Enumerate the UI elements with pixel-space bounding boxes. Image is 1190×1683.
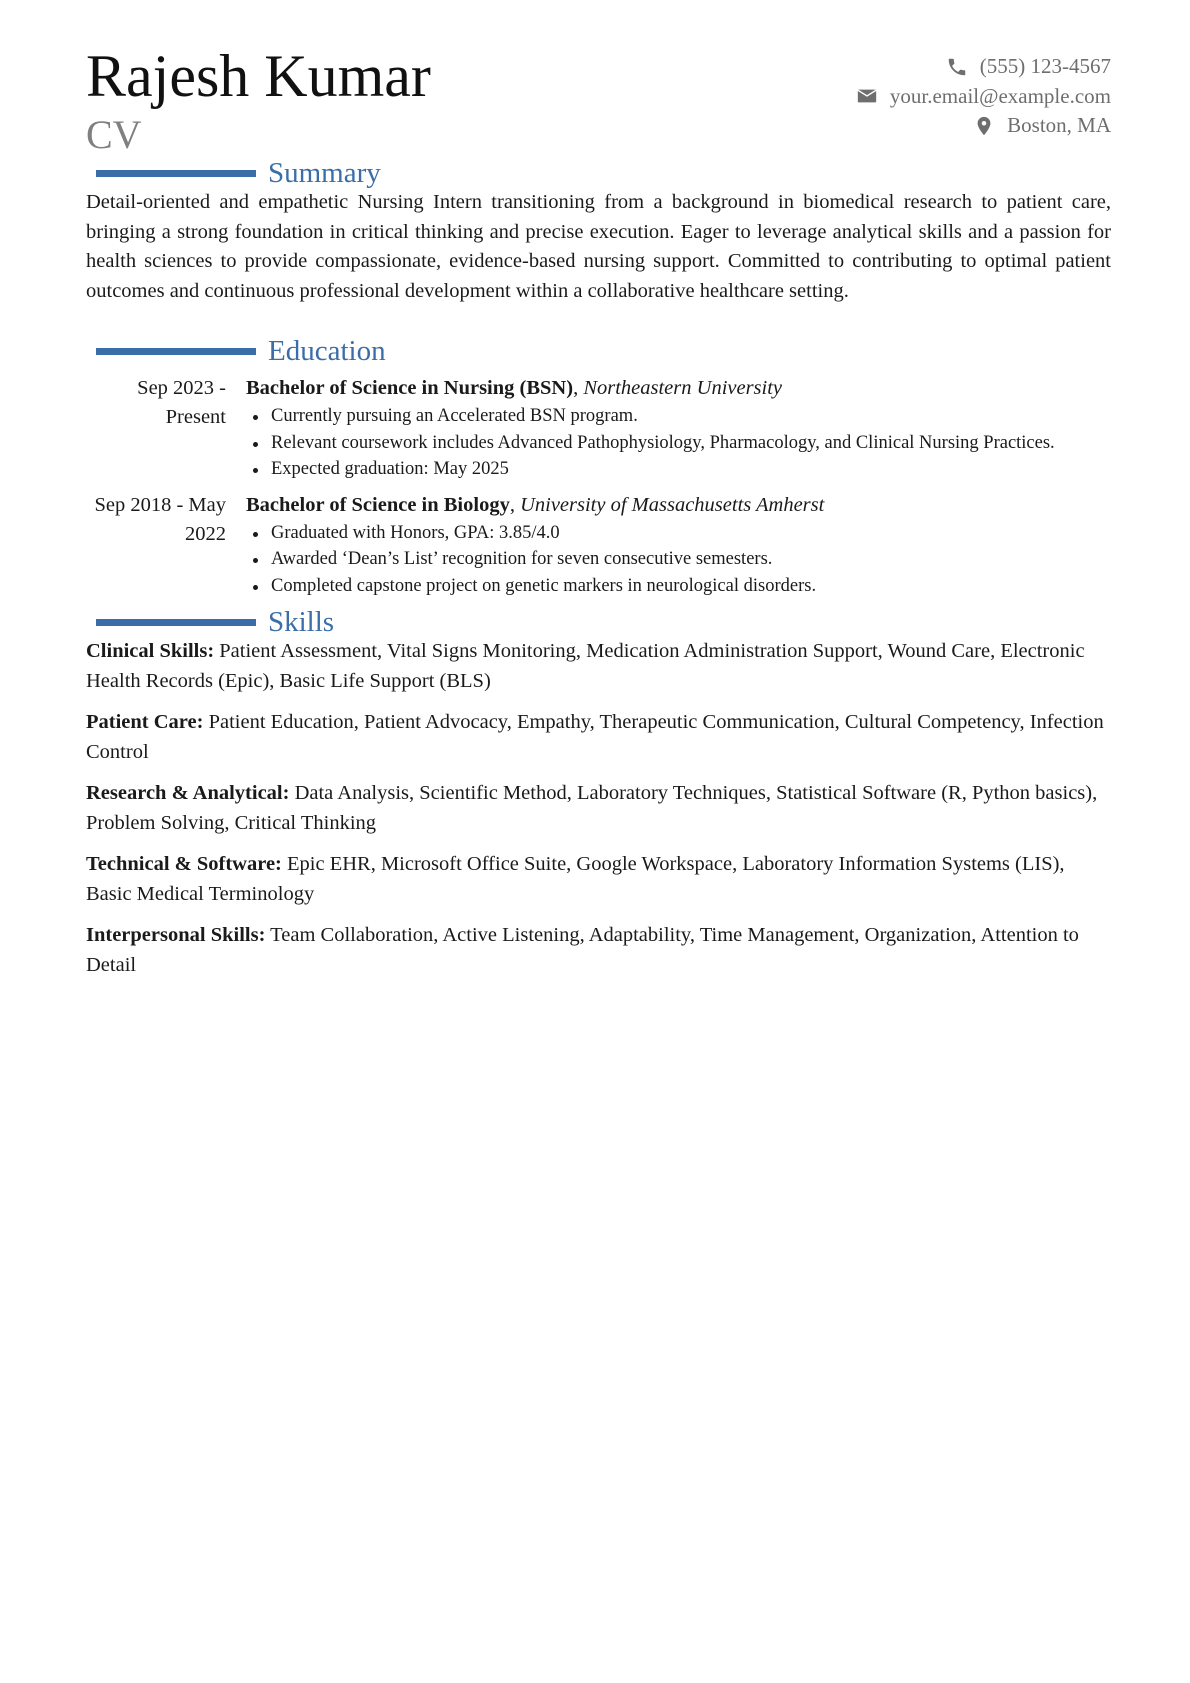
document-type: CV xyxy=(86,112,142,157)
skill-group xyxy=(86,637,1111,696)
school-name: University of Massachusetts Amherst xyxy=(520,493,825,516)
section-bar xyxy=(96,348,256,355)
skill-label: Technical & Software: xyxy=(86,853,282,875)
skill-label: Research & Analytical: xyxy=(86,782,290,804)
school-name: Northeastern University xyxy=(583,377,783,399)
skill-text: Data Analysis, Scientific Method, Laboratory Techniques, Statistical Software (R, Python basics), Problem Solving, Critical Thinking xyxy=(86,782,1098,834)
section-education-heading xyxy=(96,336,1111,366)
cv-header xyxy=(86,40,1111,158)
section-bar xyxy=(96,619,256,626)
skill-text: Team Collaboration, Active Listening, Adaptability, Time Management, Organization, Attention to Detail xyxy=(86,924,1079,976)
candidate-name: Rajesh Kumar xyxy=(86,43,431,109)
education-bullets xyxy=(246,520,1111,600)
skill-group xyxy=(86,921,1111,980)
contact-email xyxy=(856,82,1111,112)
skill-text: Patient Assessment, Vital Signs Monitoring, Medication Administration Support, Wound Care, Electronic Health Records (Epic), Basic Life Support (BLS) xyxy=(86,640,1085,692)
contact-info xyxy=(856,52,1111,141)
cv-page xyxy=(86,40,1111,992)
skill-text: Epic EHR, Microsoft Office Suite, Google Workspace, Laboratory Information Systems (LIS), Basic Medical Terminology xyxy=(86,853,1065,905)
education-details xyxy=(246,374,1111,483)
education-entry xyxy=(86,491,1111,600)
location-text: Boston, MA xyxy=(1007,113,1111,137)
skill-text: Patient Education, Patient Advocacy, Empathy, Therapeutic Communication, Cultural Competency, Infection Control xyxy=(86,711,1104,763)
phone-icon xyxy=(946,56,968,78)
education-details xyxy=(246,491,1111,600)
list-item: Expected graduation: May 2025 xyxy=(246,456,1111,483)
summary-text: Detail-oriented and empathetic Nursing Intern transitioning from a background in biomedical research to patient care, bringing a strong foundation in critical thinking and precise execution. Eager to leverage analytical skills and a passion for health sciences to provide compassionate, evidence-based nursing support. Committed to contributing to optimal patient outcomes and continuous professional development within a collaborative healthcare setting. xyxy=(86,191,1111,302)
skill-group xyxy=(86,708,1111,767)
map-pin-icon xyxy=(973,115,995,137)
section-title: Skills xyxy=(268,606,335,638)
contact-location xyxy=(856,111,1111,141)
list-item: Relevant coursework includes Advanced Pathophysiology, Pharmacology, and Clinical Nursing Practices. xyxy=(246,430,1111,457)
list-item: Completed capstone project on genetic markers in neurological disorders. xyxy=(246,573,1111,600)
education-title: Bachelor of Science in Nursing (BSN), Northeastern University xyxy=(246,377,783,399)
section-bar xyxy=(96,170,256,177)
section-title: Summary xyxy=(268,157,381,189)
section-summary-heading xyxy=(96,158,1111,188)
degree-name: Bachelor of Science in Biology xyxy=(246,493,510,516)
skill-group xyxy=(86,779,1111,838)
degree-name: Bachelor of Science in Nursing (BSN) xyxy=(246,377,574,399)
contact-phone xyxy=(856,52,1111,82)
education-date: Sep 2018 - May 2022 xyxy=(94,493,226,545)
list-item: Currently pursuing an Accelerated BSN program. xyxy=(246,403,1111,430)
section-title: Education xyxy=(268,335,386,367)
list-item: Awarded ‘Dean’s List’ recognition for seven consecutive semesters. xyxy=(246,546,1111,573)
skill-label: Clinical Skills: xyxy=(86,640,215,662)
skill-label: Patient Care: xyxy=(86,711,204,733)
education-bullets xyxy=(246,403,1111,483)
email-address: your.email@example.com xyxy=(889,83,1111,108)
envelope-icon xyxy=(856,85,878,107)
phone-number: (555) 123-4567 xyxy=(979,54,1111,78)
education-entry xyxy=(86,374,1111,483)
list-item: Graduated with Honors, GPA: 3.85/4.0 xyxy=(246,520,1111,547)
education-date: Sep 2023 - Present xyxy=(137,377,226,428)
education-title: Bachelor of Science in Biology, University of Massachusetts Amherst xyxy=(246,493,825,516)
skill-label: Interpersonal Skills: xyxy=(86,924,266,946)
section-skills-heading xyxy=(96,607,1111,637)
skill-group xyxy=(86,850,1111,909)
